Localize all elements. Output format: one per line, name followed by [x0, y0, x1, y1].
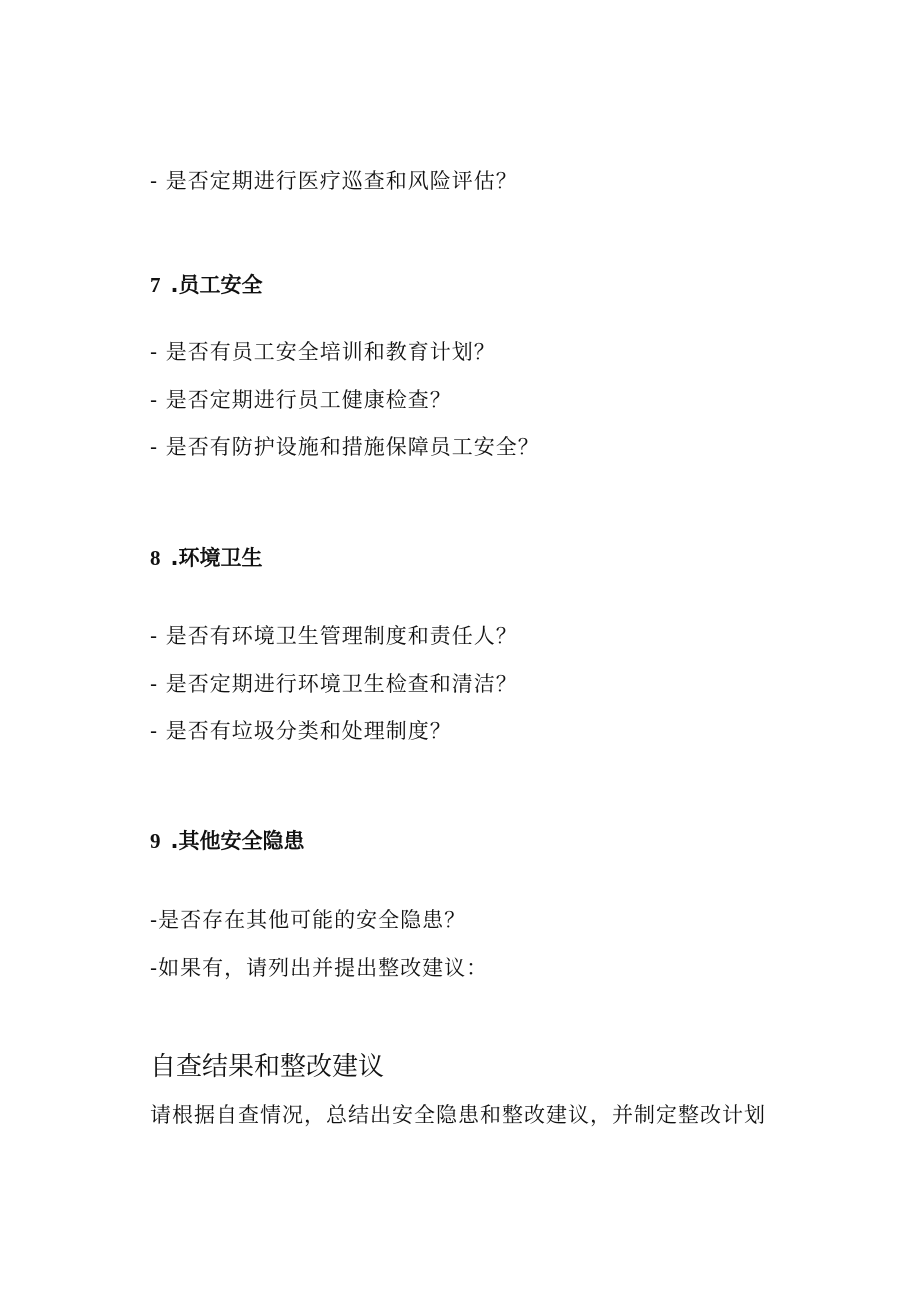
list-item: -是否存在其他可能的安全隐患？: [150, 908, 467, 932]
list-item: - 是否定期进行环境卫生检查和清洁？: [150, 672, 518, 696]
section-heading-8: [150, 548, 262, 569]
list-item: - 是否有环境卫生管理制度和责任人？: [150, 624, 518, 648]
conclusion-title: 自查结果和整改建议: [150, 1052, 385, 1082]
section-title: .其他安全隐患: [170, 829, 305, 853]
section-heading-9: [150, 831, 304, 852]
list-item: - 是否有垃圾分类和处理制度？: [150, 719, 452, 743]
section-number: 9: [150, 829, 161, 853]
list-item: -如果有，请列出并提出整改建议：: [150, 956, 489, 980]
section-number: 7: [150, 273, 161, 297]
section-heading-7: [150, 275, 262, 296]
conclusion-text: 请根据自查情况，总结出安全隐患和整改建议，并制定整改计划: [150, 1103, 766, 1127]
section-number: 8: [150, 546, 161, 570]
section-title: .环境卫生: [170, 546, 263, 570]
section-title: .员工安全: [170, 273, 263, 297]
list-item: - 是否有防护设施和措施保障员工安全？: [150, 435, 540, 459]
list-item: - 是否定期进行医疗巡查和风险评估？: [150, 169, 518, 193]
list-item: - 是否定期进行员工健康检查？: [150, 388, 452, 412]
list-item: - 是否有员工安全培训和教育计划？: [150, 340, 496, 364]
